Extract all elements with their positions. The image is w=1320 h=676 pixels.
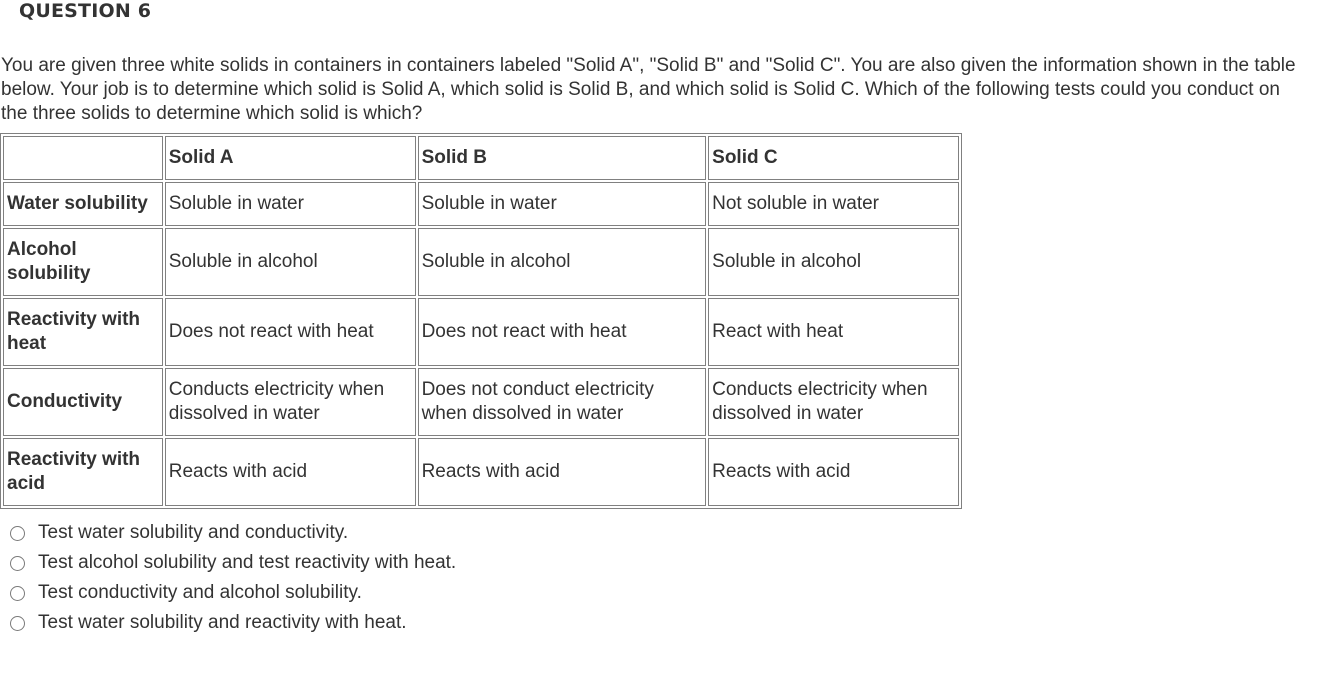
table-corner-cell xyxy=(3,136,163,180)
table-cell: Conducts electricity when dissolved in water xyxy=(708,368,959,436)
radio-button[interactable] xyxy=(10,526,25,541)
table-row xyxy=(3,438,959,506)
table-cell: Soluble in water xyxy=(165,182,416,226)
table-header-row xyxy=(3,136,959,180)
radio-button[interactable] xyxy=(10,556,25,571)
answer-option-1[interactable] xyxy=(10,518,456,548)
answer-option-4[interactable] xyxy=(10,608,456,638)
radio-button[interactable] xyxy=(10,586,25,601)
table-row xyxy=(3,182,959,226)
answer-option-label: Test alcohol solubility and test reactivity with heat. xyxy=(38,552,457,573)
table-row xyxy=(3,368,959,436)
table-cell: React with heat xyxy=(708,298,959,366)
table-cell: Soluble in alcohol xyxy=(165,228,416,296)
row-label-reactivity-acid: Reactivity with acid xyxy=(3,438,163,506)
table-cell: Not soluble in water xyxy=(708,182,959,226)
answer-options xyxy=(10,518,456,638)
row-label-conductivity: Conductivity xyxy=(3,368,163,436)
answer-option-3[interactable] xyxy=(10,578,456,608)
table-cell: Reacts with acid xyxy=(708,438,959,506)
table-cell: Soluble in water xyxy=(418,182,707,226)
table-cell: Does not react with heat xyxy=(418,298,707,366)
header-solid-c: Solid C xyxy=(708,136,959,180)
row-label-water-solubility: Water solubility xyxy=(3,182,163,226)
answer-option-2[interactable] xyxy=(10,548,456,578)
answer-option-label: Test water solubility and conductivity. xyxy=(38,522,349,543)
row-label-alcohol-solubility: Alcohol solubility xyxy=(3,228,163,296)
answer-option-label: Test water solubility and reactivity with heat. xyxy=(38,612,407,633)
answer-option-label: Test conductivity and alcohol solubility. xyxy=(38,582,362,603)
table-row xyxy=(3,298,959,366)
header-solid-a: Solid A xyxy=(165,136,416,180)
table-cell: Conducts electricity when dissolved in water xyxy=(165,368,416,436)
table-cell: Reacts with acid xyxy=(165,438,416,506)
table-row xyxy=(3,228,959,296)
radio-button[interactable] xyxy=(10,616,25,631)
question-header: QUESTION 6 xyxy=(19,0,152,22)
row-label-reactivity-heat: Reactivity with heat xyxy=(3,298,163,366)
table-cell: Does not conduct electricity when dissolved in water xyxy=(418,368,707,436)
header-solid-b: Solid B xyxy=(418,136,707,180)
table-cell: Reacts with acid xyxy=(418,438,707,506)
table-cell: Soluble in alcohol xyxy=(418,228,707,296)
properties-table xyxy=(0,133,962,509)
question-text: You are given three white solids in containers in containers labeled "Solid A", "Solid B" and "Solid C". You are also given the information shown in the table below. Your job is to determine which solid is Solid A, which solid is Solid B, and which solid is Solid C. Which of the following tests could you conduct on the three solids to determine which solid is which? xyxy=(1,55,1296,124)
table-cell: Does not react with heat xyxy=(165,298,416,366)
table-cell: Soluble in alcohol xyxy=(708,228,959,296)
